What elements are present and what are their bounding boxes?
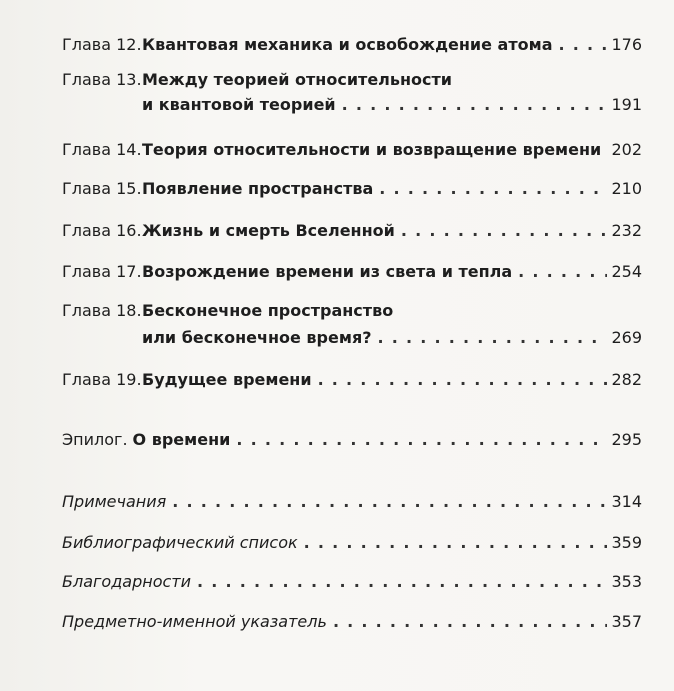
chapter-title: Жизнь и смерть Вселенной bbox=[142, 221, 395, 240]
toc-entry-chapter-14[interactable] bbox=[62, 140, 642, 160]
toc-entry-chapter-19[interactable] bbox=[62, 370, 642, 390]
leader-dots bbox=[401, 221, 608, 241]
leader-dots bbox=[172, 492, 607, 512]
leader-dots bbox=[318, 370, 608, 390]
chapter-title: Квантовая механика и освобождение атома bbox=[142, 35, 553, 54]
toc-entry-chapter-15[interactable] bbox=[62, 179, 642, 199]
chapter-title: Теория относительности и возвращение времени bbox=[142, 140, 602, 159]
chapter-number: Глава 18. bbox=[62, 301, 142, 320]
page-number: 353 bbox=[611, 572, 642, 591]
leader-dots bbox=[236, 430, 607, 450]
toc-entry-acknowledgements[interactable] bbox=[62, 572, 642, 592]
page-number: 314 bbox=[611, 492, 642, 511]
section-title: Примечания bbox=[62, 492, 167, 511]
page-number: 232 bbox=[611, 221, 642, 240]
leader-dots bbox=[518, 262, 607, 282]
chapter-title: Появление пространства bbox=[142, 179, 374, 198]
chapter-title-line-1: Между теорией относительности bbox=[142, 70, 453, 89]
leader-dots bbox=[379, 179, 607, 199]
chapter-title-line-1: Бесконечное пространство bbox=[142, 301, 394, 320]
toc-entry-index[interactable] bbox=[62, 612, 642, 632]
chapter-title-line-2: или бесконечное время? bbox=[142, 328, 372, 347]
chapter-number: Глава 16. bbox=[62, 221, 142, 240]
chapter-title: Будущее времени bbox=[142, 370, 312, 389]
page-number: 191 bbox=[611, 95, 642, 114]
chapter-title-line-2: и квантовой теорией bbox=[142, 95, 336, 114]
leader-dots bbox=[304, 533, 608, 553]
page-number: 295 bbox=[611, 430, 642, 449]
chapter-number: Глава 15. bbox=[62, 179, 142, 198]
toc-entry-chapter-16[interactable] bbox=[62, 221, 642, 241]
chapter-number: Глава 13. bbox=[62, 70, 142, 89]
leader-dots bbox=[558, 35, 607, 55]
chapter-number: Глава 14. bbox=[62, 140, 142, 159]
page-number: 269 bbox=[611, 328, 642, 347]
page-number: 254 bbox=[611, 262, 642, 281]
toc-entry-chapter-17[interactable] bbox=[62, 262, 642, 282]
chapter-number: Глава 19. bbox=[62, 370, 142, 389]
leader-dots bbox=[197, 572, 607, 592]
epilogue-label: Эпилог. bbox=[62, 430, 128, 449]
page-number: 176 bbox=[611, 35, 642, 54]
page-number: 282 bbox=[611, 370, 642, 389]
toc-entry-bibliography[interactable] bbox=[62, 533, 642, 553]
epilogue-title: О времени bbox=[132, 430, 231, 449]
toc-entry-chapter-12[interactable] bbox=[62, 35, 642, 55]
leader-dots bbox=[342, 95, 608, 115]
toc-entry-notes[interactable] bbox=[62, 492, 642, 512]
chapter-number: Глава 17. bbox=[62, 262, 142, 281]
section-title: Библиографический список bbox=[62, 533, 298, 552]
page-number: 357 bbox=[611, 612, 642, 631]
chapter-title: Возрождение времени из света и тепла bbox=[142, 262, 513, 281]
page-number: 202 bbox=[611, 140, 642, 159]
page-number: 210 bbox=[611, 179, 642, 198]
toc-entry-chapter-13[interactable] bbox=[62, 70, 642, 115]
chapter-number: Глава 12. bbox=[62, 35, 142, 54]
section-title: Благодарности bbox=[62, 572, 191, 591]
section-title: Предметно-именной указатель bbox=[62, 612, 327, 631]
leader-dots bbox=[333, 612, 608, 632]
toc-entry-chapter-18[interactable] bbox=[62, 301, 642, 348]
toc-entry-epilogue[interactable] bbox=[62, 430, 642, 450]
page-number: 359 bbox=[611, 533, 642, 552]
leader-dots bbox=[378, 328, 608, 348]
